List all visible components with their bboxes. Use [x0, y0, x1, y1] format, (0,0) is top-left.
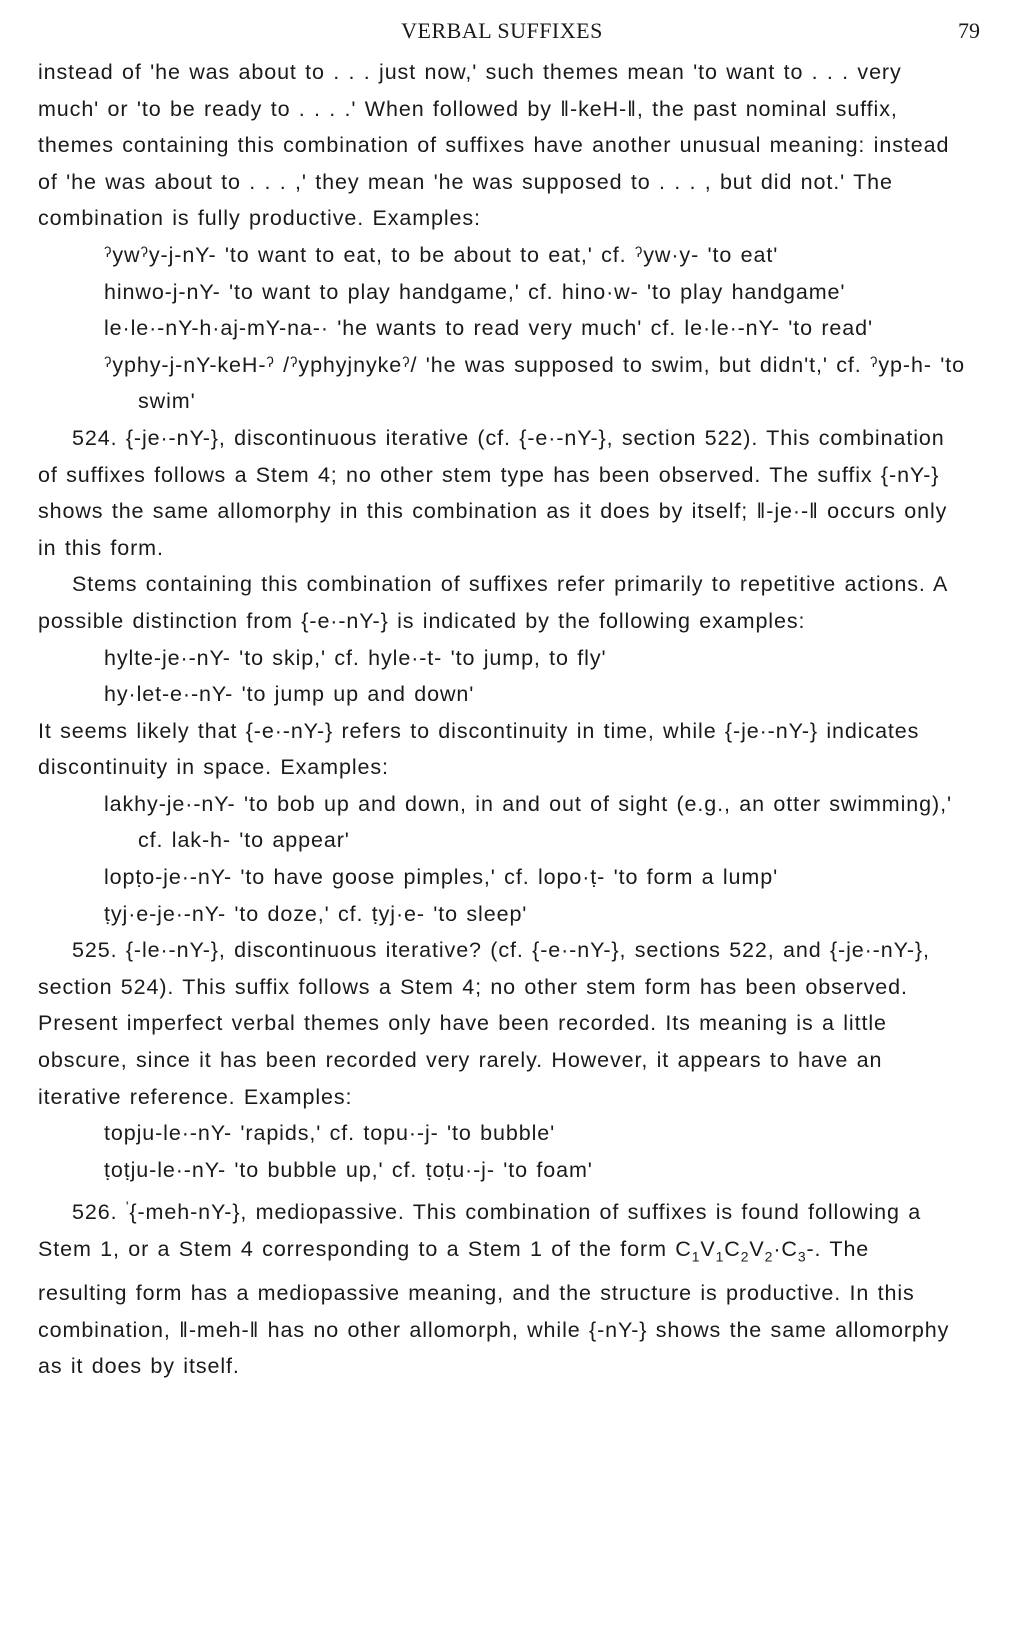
- tick-mark: ': [125, 1198, 130, 1215]
- page-body: [38, 54, 966, 1385]
- example-line: hy·let-e·-nY- 'to jump up and down': [104, 682, 475, 707]
- syllable-formula: $C_1V_1C_2V_2\cdot C_3-$: [675, 1237, 815, 1265]
- section-526-text-b: . The resulting form has a mediopassive meaning, and the structure is productive. In this combination, ‖-meh-‖ has no other allomorph, while {-nY-} shows the same allomorphy as it does by itself.: [38, 1237, 950, 1379]
- example-line: hinwo-j-nY- 'to want to play handgame,' cf. hino·w- 'to play handgame': [104, 279, 846, 304]
- example-line: ˀywˀy-j-nY- 'to want to eat, to be about to eat,' cf. ˀyw·y- 'to eat': [104, 242, 779, 267]
- example-line: lakhy-je·-nY- 'to bob up and down, in and out of sight (e.g., an otter swimming),' cf. lak-h- 'to appear': [104, 791, 952, 853]
- section-524-paragraph: 524. {-je·-nY-}, discontinuous iterative (cf. {-e·-nY-}, section 522). This combination of suffixes follows a Stem 4; no other stem type has been observed. The suffix {-nY-} shows the same allomorphy in this combination as it does by itself; ‖-je·-‖ occurs only in this form.: [38, 425, 948, 560]
- running-head: VERBAL SUFFIXES: [401, 18, 603, 43]
- intro-paragraph: instead of 'he was about to . . . just now,' such themes mean 'to want to . . . very much' or 'to be ready to . . . .' When followed by ‖-keH-‖, the past nominal suffix, themes containing this combination of suffixes have another unusual meaning: instead of 'he was about to . . . ,' they mean 'he was supposed to . . . , but did not.' The combination is fully productive. Examples:: [38, 60, 950, 231]
- section-524-paragraph-3: It seems likely that {-e·-nY-} refers to discontinuity in time, while {-je·-nY-} indicates discontinuity in space. Examples:: [38, 718, 920, 780]
- example-line: topju-le·-nY- 'rapids,' cf. topu·-j- 'to bubble': [104, 1121, 556, 1146]
- example-line: le·le·-nY-h·aj-mY-na-· 'he wants to read very much' cf. le·le·-nY- 'to read': [104, 316, 873, 341]
- example-line: lopṭo-je·-nY- 'to have goose pimples,' cf. lopo·ṭ- 'to form a lump': [104, 865, 779, 890]
- page-number: 79: [958, 18, 980, 43]
- example-line: ṭyj·e-je·-nY- 'to doze,' cf. ṭyj·e- 'to sleep': [104, 901, 528, 926]
- example-line: ṭoṭju-le·-nY- 'to bubble up,' cf. ṭoṭu·-j- 'to foam': [104, 1157, 593, 1182]
- example-line: hylte-je·-nY- 'to skip,' cf. hyle·-t- 'to jump, to fly': [104, 645, 607, 670]
- section-526-text-a: {-meh-nY-}, mediopassive. This combination of suffixes is found following a Stem 1, or a Stem 4 corresponding to a Stem 1 of the form: [38, 1200, 922, 1262]
- example-line: ˀyphy-j-nY-keH-ˀ /ˀyphyjnykeˀ/ 'he was supposed to swim, but didn't,' cf. ˀyp-h- 'to swim': [104, 352, 965, 414]
- section-526-number: 526.: [72, 1200, 126, 1225]
- page-header: [38, 14, 980, 54]
- section-524-paragraph-2: Stems containing this combination of suffixes refer primarily to repetitive actions. A possible distinction from {-e·-nY-} is indicated by the following examples:: [38, 572, 948, 633]
- section-526-paragraph: [38, 1188, 966, 1384]
- section-525-paragraph: 525. {-le·-nY-}, discontinuous iterative? (cf. {-e·-nY-}, sections 522, and {-je·-nY-}, section 524). This suffix follows a Stem 4; no other stem form has been observed. Present imperfect verbal themes only have been recorded. Its meaning is a little obscure, since it has been recorded very rarely. However, it appears to have an iterative reference. Examples:: [38, 938, 930, 1109]
